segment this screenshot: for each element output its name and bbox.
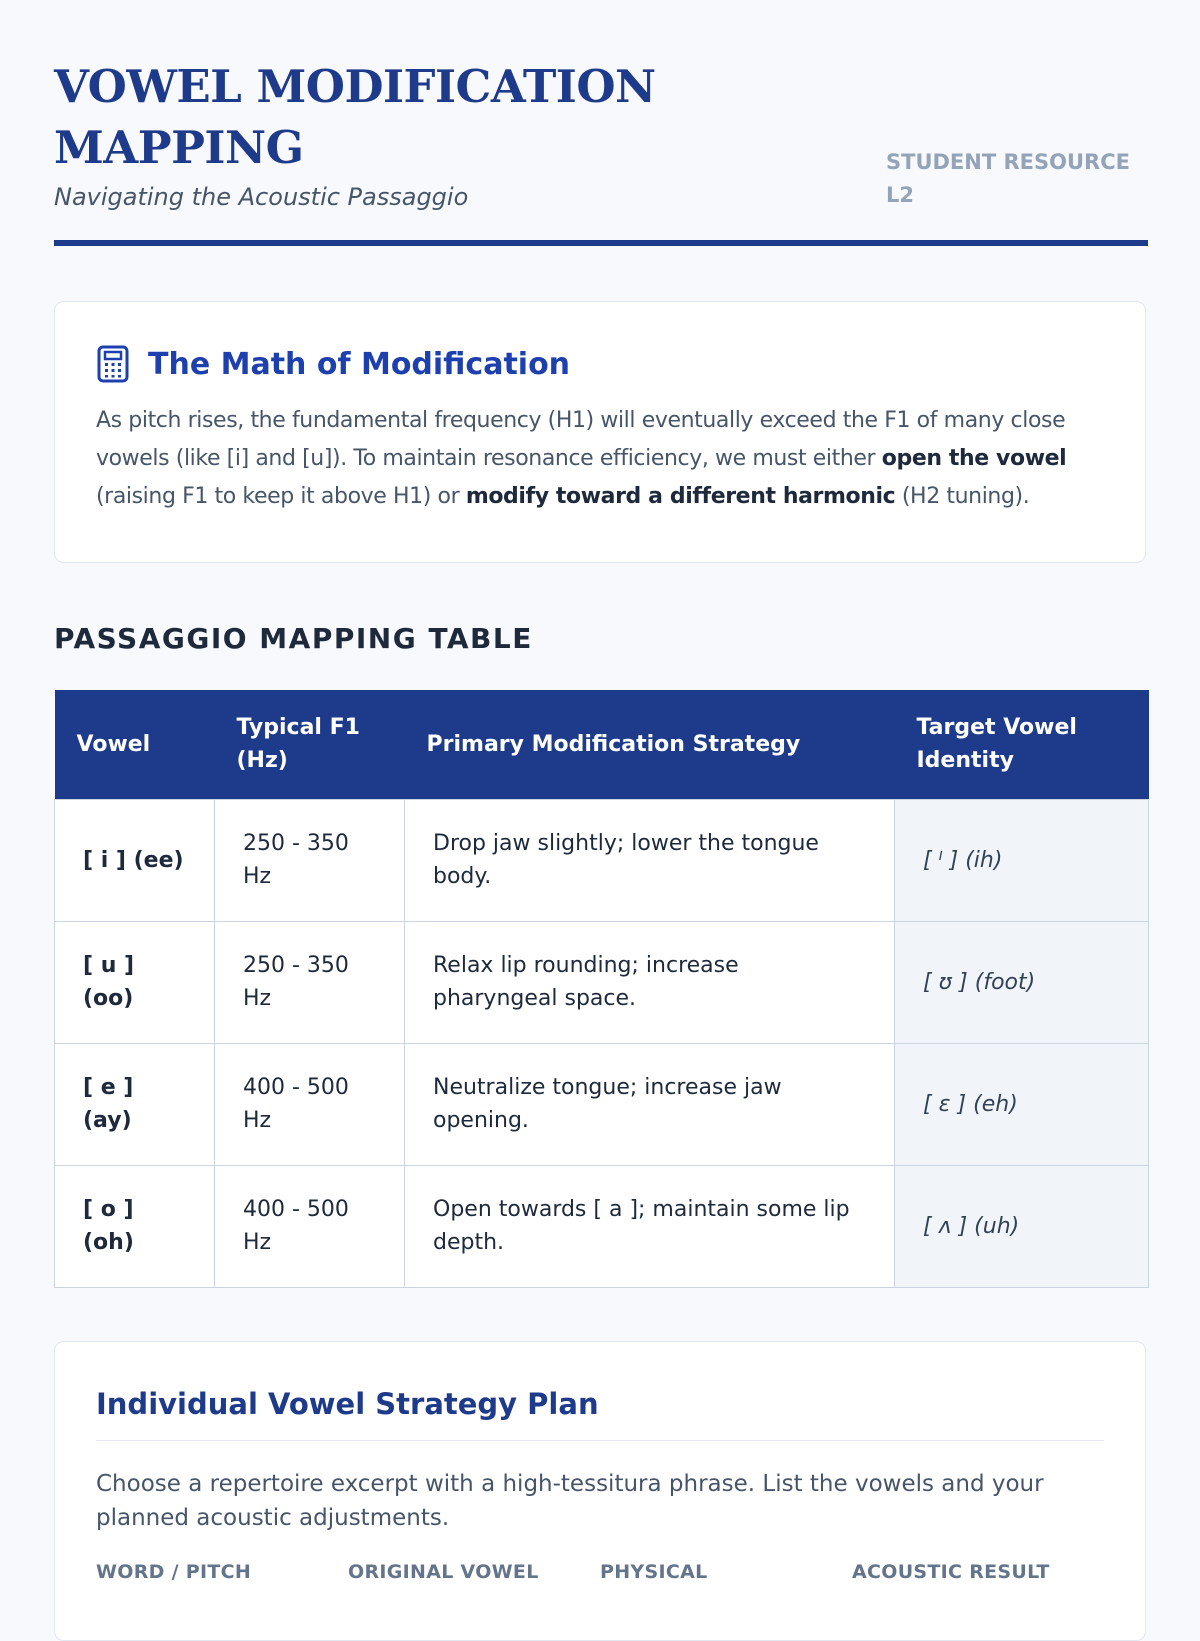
emphasis-modify-harmonic: modify toward a different harmonic (465, 484, 896, 509)
f1-cell: 250 - 350 Hz (215, 799, 405, 921)
header-divider (54, 240, 1148, 246)
math-card-header (96, 342, 1104, 386)
vowel-cell: [ i ] (ee) (55, 799, 215, 921)
table-header-row (55, 690, 1149, 799)
plan-column-physical: PHYSICAL (600, 1561, 708, 1583)
plan-title: Individual Vowel Strategy Plan (96, 1387, 599, 1421)
plan-column-original-vowel: ORIGINAL VOWEL (348, 1561, 539, 1583)
plan-column-word-pitch: WORD / PITCH (96, 1561, 252, 1583)
table-row (55, 921, 1149, 1043)
table-row (55, 1043, 1149, 1165)
calculator-icon (96, 344, 130, 384)
table-row (55, 799, 1149, 921)
strategy-cell: Neutralize tongue; increase jaw opening. (405, 1043, 895, 1165)
strategy-cell: Open towards [ a ]; maintain some lip depth. (405, 1165, 895, 1287)
section-title: PASSAGGIO MAPPING TABLE (54, 622, 533, 655)
vowel-cell: [ o ] (oh) (55, 1165, 215, 1287)
plan-column-headers (96, 1561, 1104, 1583)
column-header: Vowel (55, 690, 215, 799)
column-header: Target Vowel Identity (895, 690, 1149, 799)
target-cell: [ ʊ ] (foot) (895, 921, 1149, 1043)
target-cell: [ ʌ ] (uh) (895, 1165, 1149, 1287)
page-subtitle: Navigating the Acoustic Passaggio (54, 183, 469, 211)
math-card (54, 301, 1146, 563)
f1-cell: 250 - 350 Hz (215, 921, 405, 1043)
plan-instructions: Choose a repertoire excerpt with a high-tessitura phrase. List the vowels and your planned acoustic adjustments. (96, 1471, 1044, 1531)
plan-divider (96, 1440, 1104, 1441)
page-title: VOWEL MODIFICATION MAPPING (54, 60, 656, 174)
resource-label: STUDENT RESOURCE L2 (886, 150, 1130, 207)
vowel-cell: [ e ] (ay) (55, 1043, 215, 1165)
column-header: Primary Modification Strategy (405, 690, 895, 799)
plan-column-acoustic-result: ACOUSTIC RESULT (852, 1561, 1050, 1583)
strategy-plan-card (54, 1341, 1146, 1641)
column-header: Typical F1 (Hz) (215, 690, 405, 799)
passaggio-mapping-table (54, 690, 1149, 1288)
table-row (55, 1165, 1149, 1287)
vowel-cell: [ u ] (oo) (55, 921, 215, 1043)
f1-cell: 400 - 500 Hz (215, 1165, 405, 1287)
strategy-cell: Relax lip rounding; increase pharyngeal space. (405, 921, 895, 1043)
target-cell: [ ɛ ] (eh) (895, 1043, 1149, 1165)
strategy-cell: Drop jaw slightly; lower the tongue body. (405, 799, 895, 921)
emphasis-open-vowel: open the vowel (881, 446, 1067, 471)
math-card-text: As pitch rises, the fundamental frequency (H1) will eventually exceed the F1 of many close vowels (like [i] and [u]). To maintain resonance efficiency, we must either open the vowel (raising F1 to keep it above H1) or modify toward a different harmonic (H2 tuning). (96, 408, 1067, 509)
f1-cell: 400 - 500 Hz (215, 1043, 405, 1165)
math-card-title: The Math of Modification (148, 346, 571, 382)
target-cell: [ ᴵ ] (ih) (895, 799, 1149, 921)
